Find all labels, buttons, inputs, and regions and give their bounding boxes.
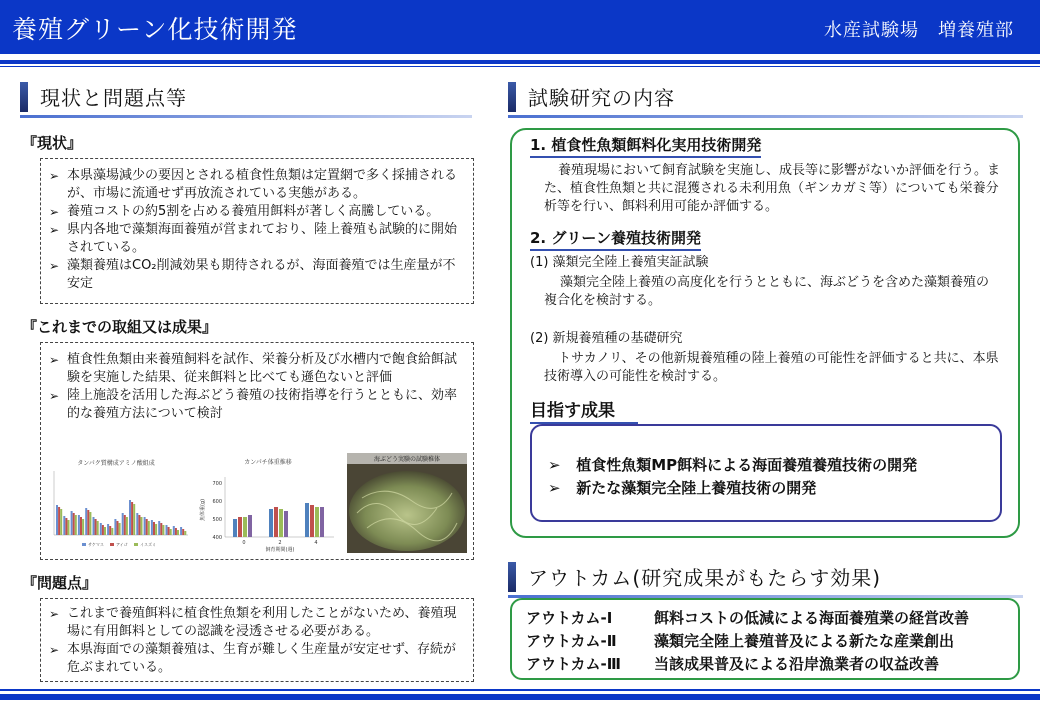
chart-bar	[78, 515, 80, 535]
arrow-bullet-icon: ➢	[49, 643, 60, 657]
chart-bar	[68, 520, 70, 535]
problems-list	[47, 605, 467, 677]
outcome-label: アウトカム-Ⅰ	[526, 609, 613, 627]
y-tick-label: 700	[212, 481, 222, 487]
chart-bar	[182, 529, 184, 535]
chart-bar	[117, 521, 119, 535]
arrow-bullet-icon: ➢	[49, 205, 60, 219]
chart-bar	[248, 515, 252, 537]
goal-item: ➢ 新たな藻類完全陸上養殖技術の開発	[548, 479, 817, 497]
x-axis-label: 飼育期間(週)	[265, 547, 295, 553]
chart-title: タンパク質構成アミノ酸組成	[77, 460, 155, 467]
footer-rule	[0, 694, 1040, 700]
chart-bar	[233, 519, 237, 537]
chart-bar	[305, 503, 309, 537]
chart-bar	[122, 513, 124, 535]
arrow-bullet-icon: ➢	[548, 456, 561, 474]
efforts-list	[47, 351, 467, 423]
chart-bar	[158, 521, 160, 535]
y-tick-label: 500	[212, 517, 222, 523]
legend-entry: アイゴ	[116, 542, 128, 547]
outcome-row	[526, 653, 939, 674]
chart-bar	[162, 525, 164, 535]
header-rule	[0, 60, 1040, 64]
chart-bar	[56, 505, 58, 535]
header-rule-thin	[0, 66, 1040, 67]
chart-bar	[126, 517, 128, 535]
chart-bar	[75, 515, 77, 535]
chart-bar	[243, 517, 247, 537]
arrow-bullet-icon: ➢	[49, 223, 60, 237]
legend-entry: イスズミ	[140, 542, 156, 547]
arrow-bullet-icon: ➢	[49, 169, 60, 183]
chart-bar	[173, 526, 175, 535]
amino-acid-chart	[42, 455, 190, 553]
status-heading: 『現状』	[22, 134, 83, 152]
chart-bar	[58, 507, 60, 535]
sub-item-1-body: 藻類完全陸上養殖の高度化を行うとともに、海ぶどうを含めた藻類養殖の複合化を検討する。	[544, 275, 990, 308]
list-item: ➢ 県内各地で藻類海面養殖が営まれており、陸上養殖も試験的に開始されている。	[49, 222, 458, 255]
research-item-2-heading: 2. グリーン養殖技術開発	[530, 227, 701, 248]
section-header-status	[20, 78, 472, 118]
chart-bar	[146, 519, 148, 535]
page-header	[0, 0, 1040, 54]
weight-chart	[198, 455, 340, 553]
chart-bar	[238, 517, 242, 537]
chart-bars	[56, 500, 186, 535]
problems-heading: 『問題点』	[22, 574, 98, 592]
chart-bar	[144, 517, 146, 535]
chart-bar	[82, 519, 84, 535]
chart-bar	[141, 517, 143, 535]
list-item: ➢ 藻類養殖はCO₂削減効果も期待されるが、海面養殖では生産量が不安定	[49, 258, 456, 291]
goals-heading: 目指す成果	[530, 396, 615, 421]
list-item: ➢ 本県藻場減少の要因とされる植食性魚類は定置網で多く採捕されるが、市場に流通せず再放流されている実態がある。	[49, 168, 458, 201]
status-list	[47, 167, 467, 293]
chart-bar	[269, 509, 273, 537]
list-item: ➢ 養殖コストの約5割を占める養殖用餌料が著しく高騰している。	[49, 204, 440, 219]
chart-bar	[95, 519, 97, 535]
list-item: ➢ 陸上施設を活用した海ぶどう養殖の技術指導を行うとともに、効率的な養殖方法について検討	[49, 388, 458, 421]
chart-bar	[180, 527, 182, 535]
chart-bar	[109, 526, 111, 535]
chart-bar	[160, 523, 162, 535]
x-tick-label: 0	[242, 540, 246, 546]
chart-bar	[274, 507, 278, 537]
arrow-bullet-icon: ➢	[548, 479, 561, 497]
sea-grape-photo	[347, 453, 467, 553]
legend-swatch	[110, 543, 114, 546]
outcome-row	[526, 630, 954, 651]
chart-bar	[104, 527, 106, 535]
chart-bar	[129, 500, 131, 535]
arrow-bullet-icon: ➢	[49, 389, 60, 403]
chart-bar	[279, 509, 283, 537]
chart-bar	[97, 521, 99, 535]
chart-bar	[138, 515, 140, 535]
y-tick-label: 400	[212, 535, 222, 541]
research-item-1-body: 養殖現場において飼育試験を実施し、成長等に影響がないか評価を行う。また、植食性魚類と共に混獲される未利用魚（ギンカガミ等）についても栄養分析等を行い、餌料利用可能か評価する。	[544, 163, 1001, 214]
photo-caption: 海ぶどう実験の試験稚体	[373, 456, 441, 463]
chart-bar	[284, 511, 288, 537]
section-header-research	[508, 78, 1023, 118]
chart-bar	[175, 528, 177, 535]
chart-bar	[133, 504, 135, 535]
chart-bar	[80, 517, 82, 535]
section-bar	[508, 562, 516, 592]
x-tick-label: 4	[314, 540, 318, 546]
sub-item-2-title: (2) 新規養殖種の基礎研究	[530, 331, 683, 346]
chart-bar	[111, 528, 113, 535]
chart-title: カンパチ体重推移	[244, 459, 292, 466]
arrow-bullet-icon: ➢	[49, 259, 60, 273]
chart-bar	[168, 527, 170, 535]
section-underline	[20, 115, 472, 118]
y-axis-label: 魚体重(g)	[200, 498, 206, 522]
section-bar	[20, 82, 28, 112]
chart-bar	[166, 525, 168, 535]
y-tick-label: 600	[212, 499, 222, 505]
department-label: 水産試験場 増養殖部	[824, 20, 1014, 41]
x-tick-label: 2	[278, 540, 282, 546]
chart-bar	[136, 513, 138, 535]
research-item-1-heading: 1. 植食性魚類餌料化実用技術開発	[530, 134, 761, 155]
chart-bar	[89, 512, 91, 535]
outcome-label: アウトカム-Ⅲ	[526, 655, 621, 673]
legend-entry: サケマス	[88, 542, 104, 547]
chart-bar	[107, 524, 109, 535]
list-item: ➢ 本県海面での藻類養殖は、生育が難しく生産量が安定せず、存続が危ぶまれている。	[49, 642, 456, 675]
chart-bar	[71, 511, 73, 535]
arrow-bullet-icon: ➢	[49, 607, 60, 621]
section-underline	[508, 115, 1023, 118]
chart-bar	[151, 520, 153, 535]
chart-bar	[85, 508, 87, 535]
legend-swatch	[134, 543, 138, 546]
section-header-outcome	[508, 558, 1023, 598]
chart-bar	[93, 517, 95, 535]
chart-bar	[102, 525, 104, 535]
footer-rule-thin	[0, 689, 1040, 691]
chart-bar	[63, 516, 65, 535]
chart-bar	[148, 521, 150, 535]
section-title: 試験研究の内容	[528, 86, 675, 110]
list-item: ➢ これまで養殖餌料に植食性魚類を利用したことがないため、養殖現場に有用餌料としての認識を浸透させる必要がある。	[49, 606, 457, 639]
outcome-label: アウトカム-Ⅱ	[526, 632, 617, 650]
outcome-text: 藻類完全陸上養殖普及による新たな産業創出	[654, 632, 955, 650]
chart-bar	[177, 530, 179, 535]
chart-bar	[65, 518, 67, 535]
chart-bar	[320, 507, 324, 537]
list-item: ➢ 植食性魚類由来養殖飼料を試作、栄養分析及び水槽内で飽食給餌試験を実施した結果、従来餌料と比べても遜色ないと評価	[49, 352, 458, 385]
outcome-text: 当該成果普及による沿岸漁業者の収益改善	[654, 655, 940, 673]
problems-box	[40, 598, 474, 682]
chart-bar	[87, 510, 89, 535]
chart-bar	[124, 515, 126, 535]
legend-swatch	[82, 543, 86, 546]
section-title: アウトカム(研究成果がもたらす効果)	[528, 566, 882, 590]
section-bar	[508, 82, 516, 112]
page-title: 養殖グリーン化技術開発	[12, 15, 298, 44]
outcome-text: 餌料コストの低減による海面養殖業の経営改善	[654, 609, 970, 627]
chart-bar	[131, 502, 133, 535]
chart-bar	[155, 524, 157, 535]
chart-bar	[60, 509, 62, 535]
chart-bar	[310, 505, 314, 537]
chart-bar	[100, 523, 102, 535]
sub-item-2-body: トサカノリ、その他新規養殖種の陸上養殖の可能性を評価すると共に、本県技術導入の可能性を検討する。	[544, 351, 999, 384]
section-title: 現状と問題点等	[40, 86, 187, 110]
sub-item-1-title: (1) 藻類完全陸上養殖実証試験	[530, 255, 709, 270]
chart-bar	[114, 519, 116, 535]
chart-bars	[233, 503, 324, 537]
chart-bar	[184, 531, 186, 535]
chart-bar	[153, 522, 155, 535]
chart-bar	[119, 523, 121, 535]
outcome-row	[526, 607, 969, 628]
chart-bar	[315, 507, 319, 537]
arrow-bullet-icon: ➢	[49, 353, 60, 367]
goal-item: ➢ 植食性魚類MP餌料による海面養殖養殖技術の開発	[548, 456, 918, 474]
chart-bar	[73, 513, 75, 535]
status-box	[40, 158, 474, 304]
efforts-heading: 『これまでの取組又は成果』	[22, 318, 218, 336]
chart-bar	[170, 529, 172, 535]
